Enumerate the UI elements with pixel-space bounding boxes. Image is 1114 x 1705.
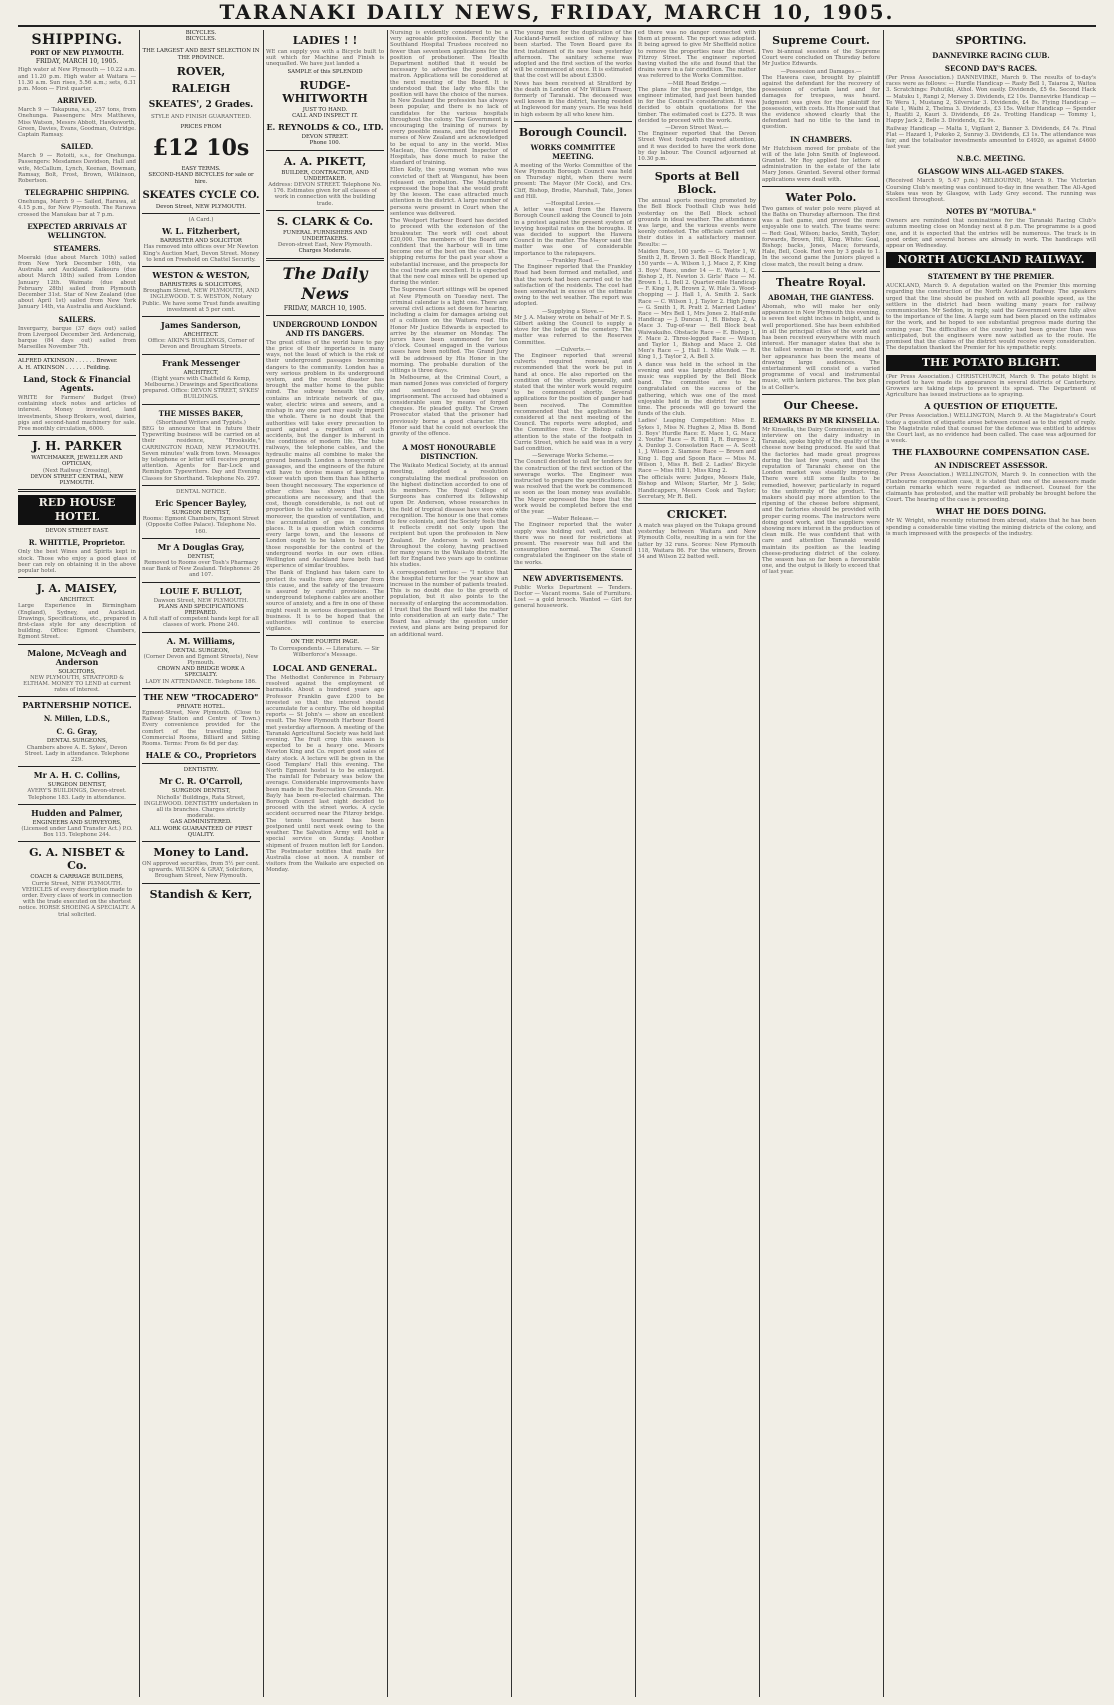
steamers-heading: STEAMERS. <box>53 243 101 253</box>
bullot-phone: A full staff of competent hands kept for all classes of work. Phone 240. <box>143 616 259 629</box>
flaxbourne-text: (Per Press Association.) WELLINGTON, March 9. In connection with the Flaxbourne compensation case, it is stated that one of the assessors made certain remarks which were regarded as indiscreet. Counsel for the claimants has protested, and the matter will probably be brought before the Court. The hearing of the case is proceeding. <box>886 472 1096 504</box>
separator <box>266 315 384 316</box>
sanderson-text: Office: AIKIN'S BUILDINGS, Corner of Devon and Brougham Streets. <box>147 338 255 351</box>
separator <box>142 354 260 355</box>
fitzherbert-trade: BARRISTER AND SOLICITOR <box>160 238 242 245</box>
arrived-heading: ARRIVED. <box>57 96 97 106</box>
easy-terms: EASY TERMS. <box>181 166 221 173</box>
bayley-name: Eric Spencer Bayley, <box>155 497 247 508</box>
column-rule <box>139 30 140 1697</box>
borough-text-4: Mr J. A. Maisey wrote on behalf of Mr F. S. Gilbert asking the Council to supply a stove for the lodge at the cemetery. The matter was referred to the Reserves Committee. <box>514 314 632 346</box>
separator <box>514 569 632 570</box>
etiquette-text: (Per Press Association.) WELLINGTON, March 9. At the Magistrate's Court today a question of etiquette arose between counsel as to the right of reply. The Magistrate ruled that counsel for the defence was entitled to address the Court last, as no evidence had been called. The case was adjourned for a week. <box>886 413 1096 445</box>
cheese-text: Mr Kinsella, the Dairy Commissioner, in an interview on the dairy industry in Taranaki, spoke highly of the quality of the cheese now being produced. He said that the factories had made great progress during the last few years, and that the reputation of Taranaki cheese on the London market was steadily improving. There were still some faults to be remedied, however, particularly in regard to the uniformity of the product. The makers should pay more attention to the ripening of the cheese before shipment, and the factories should be provided with proper curing rooms. The instructors were doing good work, and the suppliers were showing more interest in the production of clean milk. He was confident that with care and attention Taranaki would maintain its position as the leading cheese-producing district of the colony. The season has so far been a favourable one, and the output is likely to exceed that of last year. <box>762 426 880 576</box>
dentistry-heading: DENTISTRY. <box>183 767 219 774</box>
weston-name: WESTON & WESTON, <box>152 270 250 281</box>
misses-baker-sub: (Shorthand Writers and Typists.) <box>156 419 246 426</box>
separator <box>514 121 632 122</box>
works-heading: WORKS COMMITTEE MEETING. <box>530 142 616 161</box>
column-shipping <box>18 30 136 1697</box>
column-rule <box>635 30 636 1697</box>
column-rule <box>263 30 264 1697</box>
column-rule <box>387 30 388 1697</box>
misses-baker-text: BEG to announce that in future their Typewriting business will be carried on at their residence, "Brookside," CARRINGTON ROAD, NEW PLYMOUTH. Seven minutes' walk from town. Messages by telephone or letter will receive prompt attention. Agents for Bar-Lock and Remington Typewriters. Day and Evening Classes for Shorthand. Telephone No. 297. <box>142 425 260 482</box>
news-text-5b: News has been received at Stratford by the death in London of Mr William Fraser, formerly of Taranaki. The deceased was well known in the district, having resided at Inglewood for many years. He was held in high esteem by all who knew him. <box>514 80 632 118</box>
rudge-name: RUDGE-WHITWORTH <box>282 78 368 105</box>
cycle-co-name: SKEATES CYCLE CO. <box>142 189 260 201</box>
honourable-text-2: A correspondent writes: — "I notice that the hospital returns for the year show an increase in the number of patients treated. This is no doubt due to the growth of population, but it also points to the necessity of enlarging the accommodation. I trust that the Board will take the matter into consideration at an early date." The Board has already the question under review, and plans are being prepared for an additional ward. <box>390 569 508 638</box>
borough-heading: Borough Council. <box>518 125 628 139</box>
separator <box>18 841 136 842</box>
expected-heading: EXPECTED ARRIVALS AT WELLINGTON. <box>27 221 127 240</box>
largest-selection: THE LARGEST AND BEST SELECTION IN THE PROVINCE. <box>142 48 260 61</box>
column-borough <box>514 30 632 1697</box>
bayley-trade: SURGEON DENTIST, <box>171 509 231 516</box>
borough-sub-4: —Culverts.— <box>555 346 591 353</box>
borough-sub-5: —Sewerage Works Scheme.— <box>532 453 614 460</box>
rover-name: ROVER, <box>176 64 226 78</box>
cricket-text: A match was played on the Tukapa ground yesterday between Waitara and New Plymouth Colts, resulting in a win for the latter by 32 runs. Scores: New Plymouth 118, Waitara 86. For the winners, Brown 34 and Wilson 22 batted well. <box>638 523 756 561</box>
partnership-heading: PARTNERSHIP NOTICE. <box>22 700 132 711</box>
separator <box>18 489 136 492</box>
pikett-name: A. A. PIKETT, <box>283 154 367 168</box>
separator <box>266 635 384 636</box>
masthead-rule <box>18 25 1096 27</box>
column-sports <box>638 30 756 1697</box>
underground-heading: UNDERGROUND LONDON AND ITS DANGERS. <box>272 319 378 338</box>
separator <box>142 841 260 842</box>
supreme-heading: Supreme Court. <box>772 34 870 47</box>
malone-name: Malone, McVeagh and Anderson <box>27 647 127 667</box>
sports-text-1: The annual sports meeting promoted by the Bell Block Football Club was held yesterday on the Bell Block school grounds in ideal weather. The attendance was large, and the various events were keenly contested. The officials carried out their duties in a satisfactory manner. Results: — <box>638 198 756 248</box>
potato-text: (Per Press Association.) CHRISTCHURCH, March 9. The potato blight is reported to have made its appearance in several districts of Canterbury. Growers are taking steps to prevent its spread. The Department of Agriculture has issued instructions as to spraying. <box>886 373 1096 399</box>
doing-heading: WHAT HE DOES DOING. <box>935 506 1047 517</box>
sailers-text: Invergarry, barque (37 days out) sailed from Liverpool December 3rd. Ardencraig, barque (84 days out) sailed from Marseilles November 7th. <box>18 325 136 351</box>
messenger-name: Frank Messenger <box>162 357 240 368</box>
weston-trade: BARRISTERS & SOLICITORS, <box>159 282 243 289</box>
hudden-name: Hudden and Palmer, <box>31 807 123 818</box>
malone-trade: SOLICITORS, <box>58 668 96 675</box>
sports-text-4: Ladies' Leaping Competition: Miss E. Sykes 1, Miss N. Hughes 2, Miss B. Bond 3. Boys' Hurdle Race: E. Mace 1, G. Mace 2. Youths' Race — R. Hill 1, R. Burgess 2, A. Dunlop 3. Consolation Race — A. Scott 1, J. Wilson 2. Siamese Race — Brown and King 1. Egg and Spoon Race — Miss M. Wilson 1, Miss R. Bell 2. Ladies' Bicycle Race — Miss Hill 1, Miss King 2. <box>638 418 756 474</box>
steamers-text: Moeraki (due about March 10th) sailed from New York December 16th, via Australia and Auckland. Kaikoura (due about March 18th) sailed from London January 12th. Waimate (due about February 28th) sailed from Plymouth December 31st. Star of New Zealand (due about April 1st) sailed from New York January 14th, via Australia and Auckland. <box>18 254 136 311</box>
separator <box>142 213 260 214</box>
news-text-4c: The Westport Harbour Board has decided to proceed with the extension of the breakwater. The work will cost about £20,000. The members of the Board are confident that the harbour will in time become one of the best on the coast. The shipping returns for the past year show a substantial increase, and the prospects for the coal trade are excellent. It is expected that the new coal mines will be opened up during the winter. <box>390 218 508 287</box>
just-to-hand: JUST TO HAND. <box>302 106 348 113</box>
dental-notice: DENTAL NOTICE. <box>175 488 227 495</box>
reynolds-address: DEVON STREET. <box>301 134 349 141</box>
separator <box>18 435 136 436</box>
supreme-text-2: The Hawera case, brought by plaintiff against the defendant for the recovery of possession of certain land and for damages for trespass, was heard. Judgment was given for the plaintiff for possession, with costs. His Honor said that the evidence showed clearly that the defendant had no title to the land in question. <box>762 74 880 131</box>
railway-text: AUCKLAND, March 9. A deputation waited on the Premier this morning regarding the construction of the North Auckland Railway. The speakers urged that the line should be pushed on with all possible speed, as the settlers in the district had been waiting many years for railway communication. Mr Seddon, in reply, said the Government were fully alive to the importance of the line. A large sum had been placed on the estimates for the work, and he hoped to see substantial progress made during the coming year. The difficulties of the country had been greater than was anticipated, but the engineers were now satisfied as to the route. He promised that the claims of the district would receive every consideration. The deputation thanked the Premier for his sympathetic reply. <box>886 283 1096 352</box>
news-text-4d: The Supreme Court sittings will be opened at New Plymouth on Tuesday next. The criminal calendar is a light one. There are several civil actions set down for hearing, including a claim for damages arising out of a collision on the Waitara road. His Honor Mr Justice Edwards is expected to arrive by the steamer on Monday. The jurors have been summoned for ten o'clock. Counsel engaged in the various cases have been notified. The Grand Jury will be addressed by His Honor in the morning. The probable duration of the sittings is three days. <box>390 287 508 374</box>
separator <box>266 210 384 211</box>
bullot-name: LOUIE F. BULLOT, <box>159 585 243 596</box>
theatre-heading: Theatre Royal. <box>775 275 867 289</box>
weston-text: Brougham Street, NEW PLYMOUTH, AND INGLEWOOD. T. S. WESTON, Notary Public. We have some Trust funds awaiting investment at 5 per cent. <box>142 288 260 313</box>
hudden-text: (Licensed under Land Transfer Act.) P.O. Box 115. Telephone 244. <box>21 826 133 839</box>
bullot-trade: PLANS AND SPECIFICATIONS PREPARED. <box>158 603 244 616</box>
column-news-4 <box>390 30 508 1697</box>
price-value: £12 10s <box>152 135 250 162</box>
fourth-page: ON THE FOURTH PAGE. <box>290 639 360 646</box>
supreme-sub-1: —Possession and Damages.— <box>780 68 862 75</box>
sporting-heading: SPORTING. <box>955 34 1027 47</box>
bicycles-heading: BICYCLES. <box>185 30 217 36</box>
cycle-co-address: Devon Street, NEW PLYMOUTH. <box>155 203 247 210</box>
carroll-trade: SURGEON DENTIST, <box>171 788 231 795</box>
borough-text-3: The Engineer reported that the Frankley Road had been formed and metalled, and that the work had been carried out to the satisfaction of the residents. The cost had been somewhat in excess of the estimate owing to the wet weather. The report was adopted. <box>514 264 632 308</box>
sports-text-2: Maiden Race, 100 yards — G. Taylor 1, W. Smith 2, R. Brown 3. Bell Block Handicap, 150 yards — A. Wilson 1, J. Mace 2, F. King 3. Boys' Race, under 14 — E. Watts 1, C. Bishop 2, H. Newton 3. Girls' Race — M. Brown 1, L. Bell 2. Quarter-mile Handicap — F. King 1, R. Brown 2, W. Hale 3. Wood-chopping — J. Hall 1, A. Smith 2. Sack Race — C. Wilson 1, J. Taylor 2. High Jump — G. Smith 1, R. Pratt 2. Married Ladies' Race — Mrs Bell 1, Mrs Jones 2. Half-mile Handicap — J. Duncan 1, H. Bishop 2, A. Mace 3. Tug-of-war — Bell Block beat Waiwakaiho. Obstacle Race — E. Bishop 1, F. Mace 2. Three-legged Race — Wilson and Taylor 1, Bishop and Mace 2. Old Men's Race — J. Hall 1. Mile Walk — R. King 1, J. Taylor 2, A. Bell 3. <box>638 248 756 361</box>
theatre-text: Abomah, who will make her only appearance in New Plymouth this evening, is seven feet eight inches in height, and is well proportioned. She has been exhibited in all the principal cities of the world and has been received everywhere with much interest. Her manager states that she is the tallest woman in the world, and that her appearance has been the means of drawing large audiences. The entertainment will consist of a varied programme of vocal and instrumental music, with lantern pictures. The box plan is at Collier's. <box>762 303 880 391</box>
malone-text: NEW PLYMOUTH, STRATFORD & ELTHAM. MONEY TO LEND at current rates of interest. <box>23 674 131 694</box>
carroll-text: Nicholls' Buildings, Rata Street, INGLEWOOD. DENTISTRY undertaken in all its branches. Charges strictly moderate. <box>143 794 259 820</box>
williams-text: (Corner Devon and Egmont Streets), New Plymouth. <box>143 653 259 666</box>
fitzherbert-name: W. L. Fitzherbert, <box>162 226 240 237</box>
collins-name: Mr A. H. C. Collins, <box>33 770 121 781</box>
column-rule <box>759 30 760 1697</box>
masthead: TARANAKI DAILY NEWS, FRIDAY, MARCH 10, 1905. <box>219 0 895 24</box>
borough-sub-1: —Hospital Levies.— <box>545 201 601 208</box>
pikett-trade: BUILDER, CONTRACTOR, AND UNDERTAKER. <box>281 169 369 182</box>
williams-note: LADY IN ATTENDANCE. Telephone 186. <box>145 678 257 685</box>
borough-sub-6: —Water Release.— <box>547 516 599 523</box>
maisey-name: J. A. MAISEY, <box>36 582 118 596</box>
arrived-text: March 9 — Takapuna, s.s., 257 tons, from Onehunga. Passengers: Mrs Matthews, Miss Watson, Messrs Abbott, Hawksworth, Green, Davies, Evans, Goodman, Outridge. Captain Ramsay. <box>18 107 136 139</box>
ladies-text: WE can supply you with a Bicycle built to suit which for Machine and Finish is unequalled. We have just landed a <box>266 49 384 68</box>
clark-name: S. CLARK & Co. <box>276 214 374 228</box>
borough-sub-2: —Frankley Road.— <box>546 257 600 264</box>
sports-text-3: A dance was held in the school in the evening and was largely attended. The music was supplied by the Bell Block band. The committee are to be congratulated on the success of the gathering, which was one of the most enjoyable held in the district for some time. The proceeds will go toward the funds of the club. <box>638 361 756 418</box>
card-label: (A Card.) <box>188 217 214 224</box>
separator <box>638 503 756 504</box>
messenger-trade: ARCHITECT, <box>183 369 219 376</box>
parker-trade: WATCHMAKER, JEWELLER AND OPTICIAN, <box>31 455 123 468</box>
news-text-6b: The plans for the proposed bridge, the engineer intimated, had just been handed in for the Council's consideration. It was decided to obtain quotations for the timber. The estimated cost is £275. It was decided to proceed with the work. <box>638 86 756 124</box>
parker-name: J. H. PARKER <box>32 439 122 454</box>
underground-text-2: The Bank of England has taken care to protect its vaults from any danger from this cause, and the safety of the treasure is assured by careful provision. The underground telephone cables are another source of anxiety, and a fire in one of these might result in serious disorganisation of business. It is to be hoped that the authorities will continue to exercise vigilance. <box>266 570 384 633</box>
parker-note: (Next Railway Crossing), <box>42 467 112 474</box>
fitzherbert-text: Has removed into offices over Mr Newton King's Auction Mart, Devon Street. Money to lend on Freehold on Chattel Security. <box>142 244 260 263</box>
news-text-6c: The Engineer reported that the Devon Street West footpath required attention, and it was decided to have the work done by day labour. The Council adjourned at 10.30 p.m. <box>638 131 756 163</box>
nbc-text: (Received March 9, 5.47 p.m.) MELBOURNE, March 9. The Victorian Coursing Club's meeting was continued to-day in fine weather. The All-Aged Stakes was won by Glasgow, with Lady Grey second. The running was excellent throughout. <box>886 178 1096 204</box>
separator <box>18 766 136 767</box>
trocadero-text: Egmont-Street, New Plymouth. (Close to Railway Station and Centre of Town.) Every convenience provided for the comfort of the travelling public. Commercial Rooms, Billiard and Sitting Rooms. Terms: From 6s 6d per day. <box>142 709 260 747</box>
water-polo-text: Two games of water polo were played at the Baths on Thursday afternoon. The first was a fast game, and proved the more enjoyable one to watch. The teams were: — Red: Goal, Wilson; backs, Smith, Taylor; forwards, Brown, Hill, King. White: Goal, Bishop; backs, Jones, Mace; forwards, Hale, Bell, Cook. Red won by 3 goals to 1. In the second game the Juniors played a close match, the result being a draw. <box>762 205 880 268</box>
honourable-text: The Waikato Medical Society, at its annual meeting, adopted a resolution congratulating the medical profession on the highest distinction accorded to one of its members. The Royal College of Surgeons has conferred its fellowship upon Dr. Anderson, whose researches in the field of tropical disease have won wide recognition. The honour is one that comes to few colonists, and the Society feels that it reflects credit not only upon the recipient but upon the profession in New Zealand. Dr Anderson is well known throughout the colony, having practised for many years in the Waikato district. He left for England two years ago to continue his studies. <box>390 463 508 569</box>
raleigh-name: RALEIGH <box>171 81 231 95</box>
crown-bridge: CROWN AND BRIDGE WORK A SPECIALTY. <box>157 666 245 679</box>
news-sub-6a: —Mill Road Bridge.— <box>667 80 727 87</box>
gray-name: C. G. Gray, <box>56 727 98 737</box>
price-block <box>142 133 260 163</box>
separator <box>142 582 260 583</box>
editorial-date: FRIDAY, MARCH 10, 1905. <box>283 304 367 312</box>
motuba-heading: NOTES BY "MOTUBA." <box>946 207 1036 217</box>
glasgow-heading: GLASGOW WINS ALL-AGED STAKES. <box>917 167 1065 177</box>
misses-baker: THE MISSES BAKER, <box>158 408 244 418</box>
clark-trade: FUNERAL FURNISHERS AND UNDERTAKERS. <box>282 229 368 243</box>
collins-text: AVERY'S BUILDINGS, Devon-street. Telephone 183. Lady in attendance. <box>27 788 127 801</box>
separator <box>18 696 136 697</box>
nisbet-text: Currie Street, NEW PLYMOUTH. VEHICLES of every description made to order. Every class of work in connection with the trade executed on the shortest notice. HORSE SHOEING A SPECIALTY. A trial solicited. <box>18 880 136 918</box>
clark-address: Devon-street East, New Plymouth. <box>277 242 373 249</box>
railway-heading: NORTH AUCKLAND RAILWAY. <box>886 252 1096 268</box>
racing-text-2: Railway Handicap — Malta 1, Vigilant 2, Banner 3. Dividends, £4 7s. Final Flat — Hazard 1, Pukeko 2, Sunray 3. Dividends, £3 1s. The attendance was fair, and the totalisator investments amounted to £4920, as against £4600 last year. <box>886 125 1096 151</box>
maisey-trade: ARCHITECT. <box>59 597 95 604</box>
collins-trade: SURGEON DENTIST, <box>47 782 107 789</box>
call-inspect: CALL AND INSPECT IT. <box>292 113 358 120</box>
dental-trade: DENTAL SURGEONS, <box>46 738 108 745</box>
honourable-heading: A MOST HONOURABLE DISTINCTION. <box>402 443 496 462</box>
separator <box>18 577 136 578</box>
second-day-heading: SECOND DAY'S RACES. <box>944 64 1038 73</box>
flaxbourne-heading: THE FLAXBOURNE COMPENSATION CASE. <box>892 447 1090 458</box>
hotel-proprietor: R. WHITTLE, Proprietor. <box>28 538 126 548</box>
cricket-heading: CRICKET. <box>666 508 728 522</box>
borough-sub-3: —Supplying a Stove.— <box>542 308 604 315</box>
maisey-text: Large Experience in Birmingham (England), Sydney, and Auckland. Drawings, Specifications, etc., prepared in first-class style for any description of building. Office: Egmont Chambers, Egmont Street. <box>18 603 136 641</box>
separator <box>142 883 260 884</box>
local-general-heading: LOCAL AND GENERAL. <box>272 663 378 674</box>
separator <box>638 165 756 166</box>
shipping-heading: SHIPPING. <box>31 32 123 48</box>
sailers-heading: SAILERS. <box>58 314 96 324</box>
sailed-heading: SAILED. <box>60 142 94 152</box>
fourth-page-text: To Correspondents. — Literature. — Sir Wilberforce's Message. <box>270 645 380 658</box>
racing-heading: DANNEVIRKE RACING CLUB. <box>932 51 1050 60</box>
hotel-address: DEVON STREET EAST. <box>45 528 109 535</box>
potato-heading: THE POTATO BLIGHT. <box>886 355 1096 371</box>
ladies-heading: LADIES ! ! <box>292 34 358 47</box>
bayley-text: Rooms: Egmont Chambers, Egmont Street (Opposite Coffee Palace). Telephone No. 160. <box>142 516 260 535</box>
clark-charges: Charges Moderate. <box>298 248 352 255</box>
prices-from: PRICES FROM <box>180 124 222 131</box>
tide-text: High water at New Plymouth — 10.22 a.m. and 11.20 p.m. High water at Waitara — 11.30 a.m. Sun rises, 5.56 a.m.; sets, 6.31 p.m. Moon — First quarter. <box>18 67 136 93</box>
agents-line-1: ALFRED ATKINSON . . . . . . Brewer. <box>18 357 118 364</box>
sailed-text: March 9 — Rotoiti, s.s., for Onehunga. Passengers: Mesdames Davidson, Hall and wife, McCallum, Lynch, Keenan, Bowman, Ramsay, Bolt, Frost, Brown, Wilkinson, Robertson. <box>18 153 136 185</box>
column-sporting <box>886 30 1096 1697</box>
sanderson-name: James Sanderson, <box>161 320 241 331</box>
news-text-4e: In Melbourne, at the Criminal Court, a man named Jones was convicted of forgery and sentenced to two years' imprisonment. The accused had obtained a considerable sum by means of forged cheques. He pleaded guilty. The Crown Prosecutor stated that the prisoner had previously borne a good character. His Honor said that he could not overlook the gravity of the offence. <box>390 375 508 437</box>
nbc-heading: N.B.C. MEETING. <box>956 154 1026 164</box>
column-rule <box>511 30 512 1697</box>
reynolds-name: E. REYNOLDS & CO., LTD. <box>266 122 384 133</box>
column-editorial <box>266 30 384 1697</box>
land-agents-heading: Land, Stock & Financial Agents. <box>23 373 131 393</box>
secondhand-text: SECOND-HAND BICYCLES for sale or hire. <box>148 172 254 185</box>
underground-text: The great cities of the world have to pay the price of their importance in many ways, not the least of which is the risk of their underground passages becoming dangers to the community. London has a very serious problem in its underground system, and the recent disaster has brought the matter home to the public mind. The subway beneath the city contains an intricate network of gas, water, electric wires and sewers, and a mishap in any one part may easily imperil the whole. There is no doubt that the authorities will take every precaution to guard against a repetition of such accidents, but the danger is inherent in the conditions of modern life. The tube railways, the telephone cables, and the hydraulic mains all combine to make the ground beneath London a honeycomb of passages, and the engineers of the future will have to devise means of keeping a closer watch upon them than has hitherto been thought necessary. The experience of other cities has shown that such precautions are necessary, and that the cost, though considerable, is not out of proportion to the safety secured. There is, moreover, the question of ventilation, and the accumulation of gas in confined places. It is a question which concerns every large town, and the lessons of London ought to be taken to heart by those responsible for the control of the underground works in our own cities. Wellington and Auckland have both had experience of similar troubles. <box>266 339 384 570</box>
borough-text-6: The Council decided to call for tenders for the construction of the first section of the sewerage works. The Engineer was instructed to prepare the specifications. It was resolved that the work be commenced as soon as the loan money was available. The Mayor expressed the hope that the work would be completed before the end of the year. <box>514 459 632 516</box>
pikett-text: Address: DEVON STREET. Telephone No. 176. Estimates given for all classes of work in connection with the building trade. <box>268 182 382 207</box>
sports-text-5: The officials were: Judges, Messrs Hale, Bishop and Wilson; Starter, Mr J. Sole; Handicappers, Messrs Cook and Taylor; Secretary, Mr R. Bell. <box>638 475 756 500</box>
williams-trade: DENTAL SURGEON, <box>172 647 230 654</box>
hotel-name: RED HOUSE HOTEL <box>18 495 136 525</box>
separator <box>266 150 384 151</box>
separator <box>142 763 260 764</box>
nisbet-trade: COACH & CARRIAGE BUILDERS, <box>30 874 124 881</box>
giantess-heading: ABOMAH, THE GIANTESS. <box>768 292 874 302</box>
skeates-grades: SKEATES', 2 Grades. <box>148 99 254 110</box>
separator <box>142 266 260 267</box>
separator <box>142 404 260 405</box>
doing-text: Mr W. Wright, who recently returned from abroad, states that he has been spending a considerable time visiting the mining districts of the colony, and is much impressed with the prospects of the industry. <box>886 518 1096 537</box>
remarks-heading: REMARKS BY MR KINSELLA. <box>762 415 880 425</box>
nisbet-name: G. A. NISBET & Co. <box>29 846 125 873</box>
telegraphic-heading: TELEGRAPHIC SHIPPING. <box>24 188 130 198</box>
separator <box>18 354 136 355</box>
trocadero-sub: PRIVATE HOTEL. <box>176 703 226 710</box>
bicycles-heading: BICYCLES. <box>185 36 217 43</box>
standish-name: Standish & Kerr, <box>149 887 253 901</box>
column-rule <box>883 30 884 1697</box>
dental-text: Chambers above A. E. Sykes', Devon Street. Lady in attendance. Telephone 229. <box>24 744 130 763</box>
parker-address: DEVON STREET CENTRAL, NEW PLYMOUTH. <box>30 473 124 486</box>
sports-heading: Sports at Bell Block. <box>654 170 740 197</box>
news-text-4b: Ellen Kelly, the young woman who was convicted of theft at Wanganui, has been released on probation. The Magistrate expressed the hope that she would profit by the lesson. The case attracted much attention in the district. A large number of persons were present in Court when the sentence was delivered. <box>390 167 508 217</box>
style-finish: STYLE AND FINISH GUARANTEED. <box>150 113 252 120</box>
racing-text: (Per Press Association.) DANNEVIRKE, March 9. The results of to-day's races were as follows: — Hurdle Handicap — Rasty Bell 1, Taiaroa 2, Waitoa 3. Scratchings: Puhutiki, Athol. Won easily. Dividends, £5 6s. Second Hack — Matuku 1, Rangi 2, Mersey 3. Dividends, £2 10s. Dannevirke Handicap — Te Wera 1, Mustang 2, Silverstar 3. Dividends, £4 8s. Flying Handicap — Kate 1, Waihi 2, Thelma 3. Dividends, £3 15s. Welter Handicap — Spender 1, Ruatiti 2, Kauri 3. Dividends, £6 2s. Trotting Handicap — Tommy 1, Happy Jack 2, Belle 3. Dividends, £2 9s. <box>886 75 1096 125</box>
separator <box>762 271 880 272</box>
separator <box>142 688 260 689</box>
hudden-trade: ENGINEERS AND SURVEYORS, <box>32 819 122 826</box>
separator <box>142 538 260 539</box>
assessor-heading: AN INDISCREET ASSESSOR. <box>934 461 1048 471</box>
all-work: ALL WORK GUARANTEED OF FIRST QUALITY. <box>149 825 253 838</box>
reynolds-phone: Phone 100. <box>309 140 341 147</box>
news-text-5a: The young men for the duplication of the Auckland-Parnell section of railway has been started. The Town Board gave its first instalment of its new loan yesterday afternoon. The sanitary scheme was adopted and the first section of the works will be commenced at once. It is estimated that the cost will be about £3500. <box>514 30 632 80</box>
column-ads-2 <box>142 30 260 1697</box>
gas-administered: GAS ADMINISTERED. <box>170 819 232 826</box>
sanderson-trade: ARCHITECT. <box>183 332 219 339</box>
trocadero-name: THE NEW "TROCADERO" <box>143 691 259 702</box>
shipping-date: FRIDAY, MARCH 10, 1905. <box>35 58 119 66</box>
news-text-4a: Nursing is evidently considered to be a very agreeable profession. Recently the Southland Hospital Trustees received no fewer than seventeen applications for the position of probationer. The Health Department notified that it would be necessary to advertise the position of matron. Applications will be considered at the next meeting of the Board. It is understood that the lady who fills the position will have the choice of the nurses. In New Zealand the profession has always been popular, and there is no lack of candidates for the various hospitals throughout the colony. The Government is encouraging the training of nurses by every possible means, and the registered nurses of New Zealand are acknowledged to be equal to any in the world. Miss Maclean, the Government Inspector of Hospitals, has done much to raise the standard of training. <box>390 30 508 167</box>
cheese-heading: Our Cheese. <box>783 398 859 412</box>
news-text-6a: ed there was no danger connected with them at present. The report was adopted. It being agreed to give Mr Sheffield notice to remove the properties near the street. Fitzroy Street. The engineer reported having visited the site and found that the drains were in a fair condition. The matter was referred to the Works Committee. <box>638 30 756 80</box>
telegraphic-text: Onehunga, March 9 — Sailed, Rarawa, at 4.15 p.m., for New Plymouth. The Rarawa crossed the Manukau bar at 7 p.m. <box>18 199 136 218</box>
local-general-text: The Methodist Conference in February resolved against the employment of barmaids. About a hundred years ago Professor Franklin gave £200 to be invested so that the interest should accumulate for a century. The old hospital reports — St John's — show an excellent result. The New Plymouth Harbour Board met yesterday afternoon. A meeting of the Taranaki Agricultural Society was held last evening. The fruit crop this season is expected to be a heavy one. Messrs Newton King and Co. report good sales of dairy stock. A lecture will be given in the Good Templars' Hall this evening. The North Egmont hostel is to be enlarged. The rainfall for February was below the average. Considerable improvements have been made in the Recreation Grounds. Mr. Bayly has been re-elected chairman. The Borough Council last night decided to proceed with the street works. A cycle accident occurred near the Fitzroy bridge. The tennis tournament has been postponed until next week owing to the weather. The Salvation Army will hold a special service on Sunday. Another shipment of frozen mutton left for London. The Postmaster notifies that mails for Australia close at noon. A number of visitors from the Waikato are expected on Monday. <box>266 675 384 874</box>
separator <box>18 804 136 805</box>
gray2-trade: DENTIST, <box>187 553 215 560</box>
millen-name: N. Millen, L.D.S., <box>43 714 111 724</box>
new-ads-heading: NEW ADVERTISEMENTS. <box>522 573 624 583</box>
williams-name: A. M. Williams, <box>166 635 236 646</box>
borough-text-7: The Engineer reported that the water supply was holding out well, and that there was no need for restrictions at present. The reservoir was full and the consumption normal. The Council congratulated the Engineer on the state of the works. <box>514 522 632 566</box>
gray2-name: Mr A Douglas Gray, <box>157 541 245 552</box>
statement-heading: STATEMENT BY THE PREMIER. <box>927 272 1055 282</box>
gray2-text: Removed to Rooms over Tosh's Pharmacy near Bank of New Zealand. Telephones: 26 and 107. <box>142 559 260 579</box>
supreme-text-1: Two bi-annual sessions of the Supreme Court were concluded on Thursday before Mr Justice Edwards. <box>762 49 880 68</box>
separator <box>266 258 384 261</box>
water-polo-heading: Water Polo. <box>785 190 857 204</box>
messenger-text: (Eight years with Chatfield & Kemp, Melbourne.) Drawings and Specifications prepared. Office: DEVON STREET, SYKES' BUILDINGS. <box>142 375 260 401</box>
hale-name: HALE & CO., Proprietors <box>145 750 257 761</box>
separator <box>762 394 880 395</box>
sample-line: SAMPLE of this SPLENDID <box>287 68 363 75</box>
in-chambers-heading: IN CHAMBERS. <box>790 134 852 144</box>
land-agents-text: WRITE for Farmers' Budget (free) containing stock notes and articles of interest. Money invested, land investments, Sheep Brokers, wool, dairies, pigs and second-hand machinery for sale. Free monthly circulation, 6000. <box>18 394 136 432</box>
supreme-text-3: Mr Hutchison moved for probate of the will of the late John Smith of Inglewood. Granted. Mr Roy applied for letters of administration in the estate of the late Mary Jones. Granted. Several other formal applications were dealt with. <box>762 145 880 183</box>
separator <box>762 186 880 187</box>
daily-news-title: The Daily News <box>282 263 368 303</box>
borough-text-5: The Engineer reported that several culverts required renewal, and recommended that the work be put in hand at once. He also reported on the condition of the streets generally, and stated that the winter work would require to be commenced shortly. Several applications for the position of ganger had been received. The Committee recommended that the applications be considered at the next meeting of the Council. The reports were adopted, and the Committee rose. Cr Bishop called attention to the state of the footpath in Currie Street, which he said was in a very bad condition. <box>514 352 632 452</box>
separator <box>142 316 260 317</box>
motuba-text: Owners are reminded that nominations for the Taranaki Racing Club's autumn meeting close on Monday next at 8 p.m. The programme is a good one, and it is expected that the entries will be numerous. The track is in good order, and several horses are already in work. The handicaps will appear on Wednesday. <box>886 218 1096 250</box>
separator <box>18 644 136 645</box>
borough-text-1: A meeting of the Works Committee of the New Plymouth Borough Council was held on Thursday night, when there were present: The Mayor (Mr Cock), and Crs. Cliff, Bishop, Brodie, Marshall, Tate, Jones and Hill. <box>514 162 632 200</box>
new-ads-text: Public Works Department — Tenders. Doctor — Vacant rooms. Sale of Furniture. Lost — a gold brooch. Wanted — Girl for general housework. <box>514 584 632 610</box>
bullot-text: Dawson Street, NEW PLYMOUTH. <box>153 597 249 604</box>
money-text: ON approved securities, from 5½ per cent. upwards. WILSON & GRAY, Solicitors, Brougham Street, New Plymouth. <box>142 861 260 880</box>
news-sub-6b: —Devon Street West.— <box>665 125 729 132</box>
agents-line-2: A. H. ATKINSON . . . . . . Feilding. <box>18 364 111 371</box>
borough-text-2: A letter was read from the Hawera Borough Council asking the Council to join in a protest against the present system of levying hospital rates on the boroughs. It was decided to support the Hawera Council in the matter. The Mayor said the matter was one of considerable importance to the ratepayers. <box>514 207 632 257</box>
money-heading: Money to Land. <box>153 846 249 860</box>
port-heading: PORT OF NEW PLYMOUTH. <box>30 50 124 57</box>
column-court <box>762 30 880 1697</box>
separator <box>142 485 260 486</box>
hotel-text: Only the best Wines and Spirits kept in stock. Those who enjoy a good glass of beer can rely on obtaining it in the above popular hotel. <box>18 549 136 574</box>
etiquette-heading: A QUESTION OF ETIQUETTE. <box>924 401 1058 412</box>
carroll-name: Mr C. R. O'Carroll, <box>159 776 243 787</box>
separator <box>142 632 260 633</box>
